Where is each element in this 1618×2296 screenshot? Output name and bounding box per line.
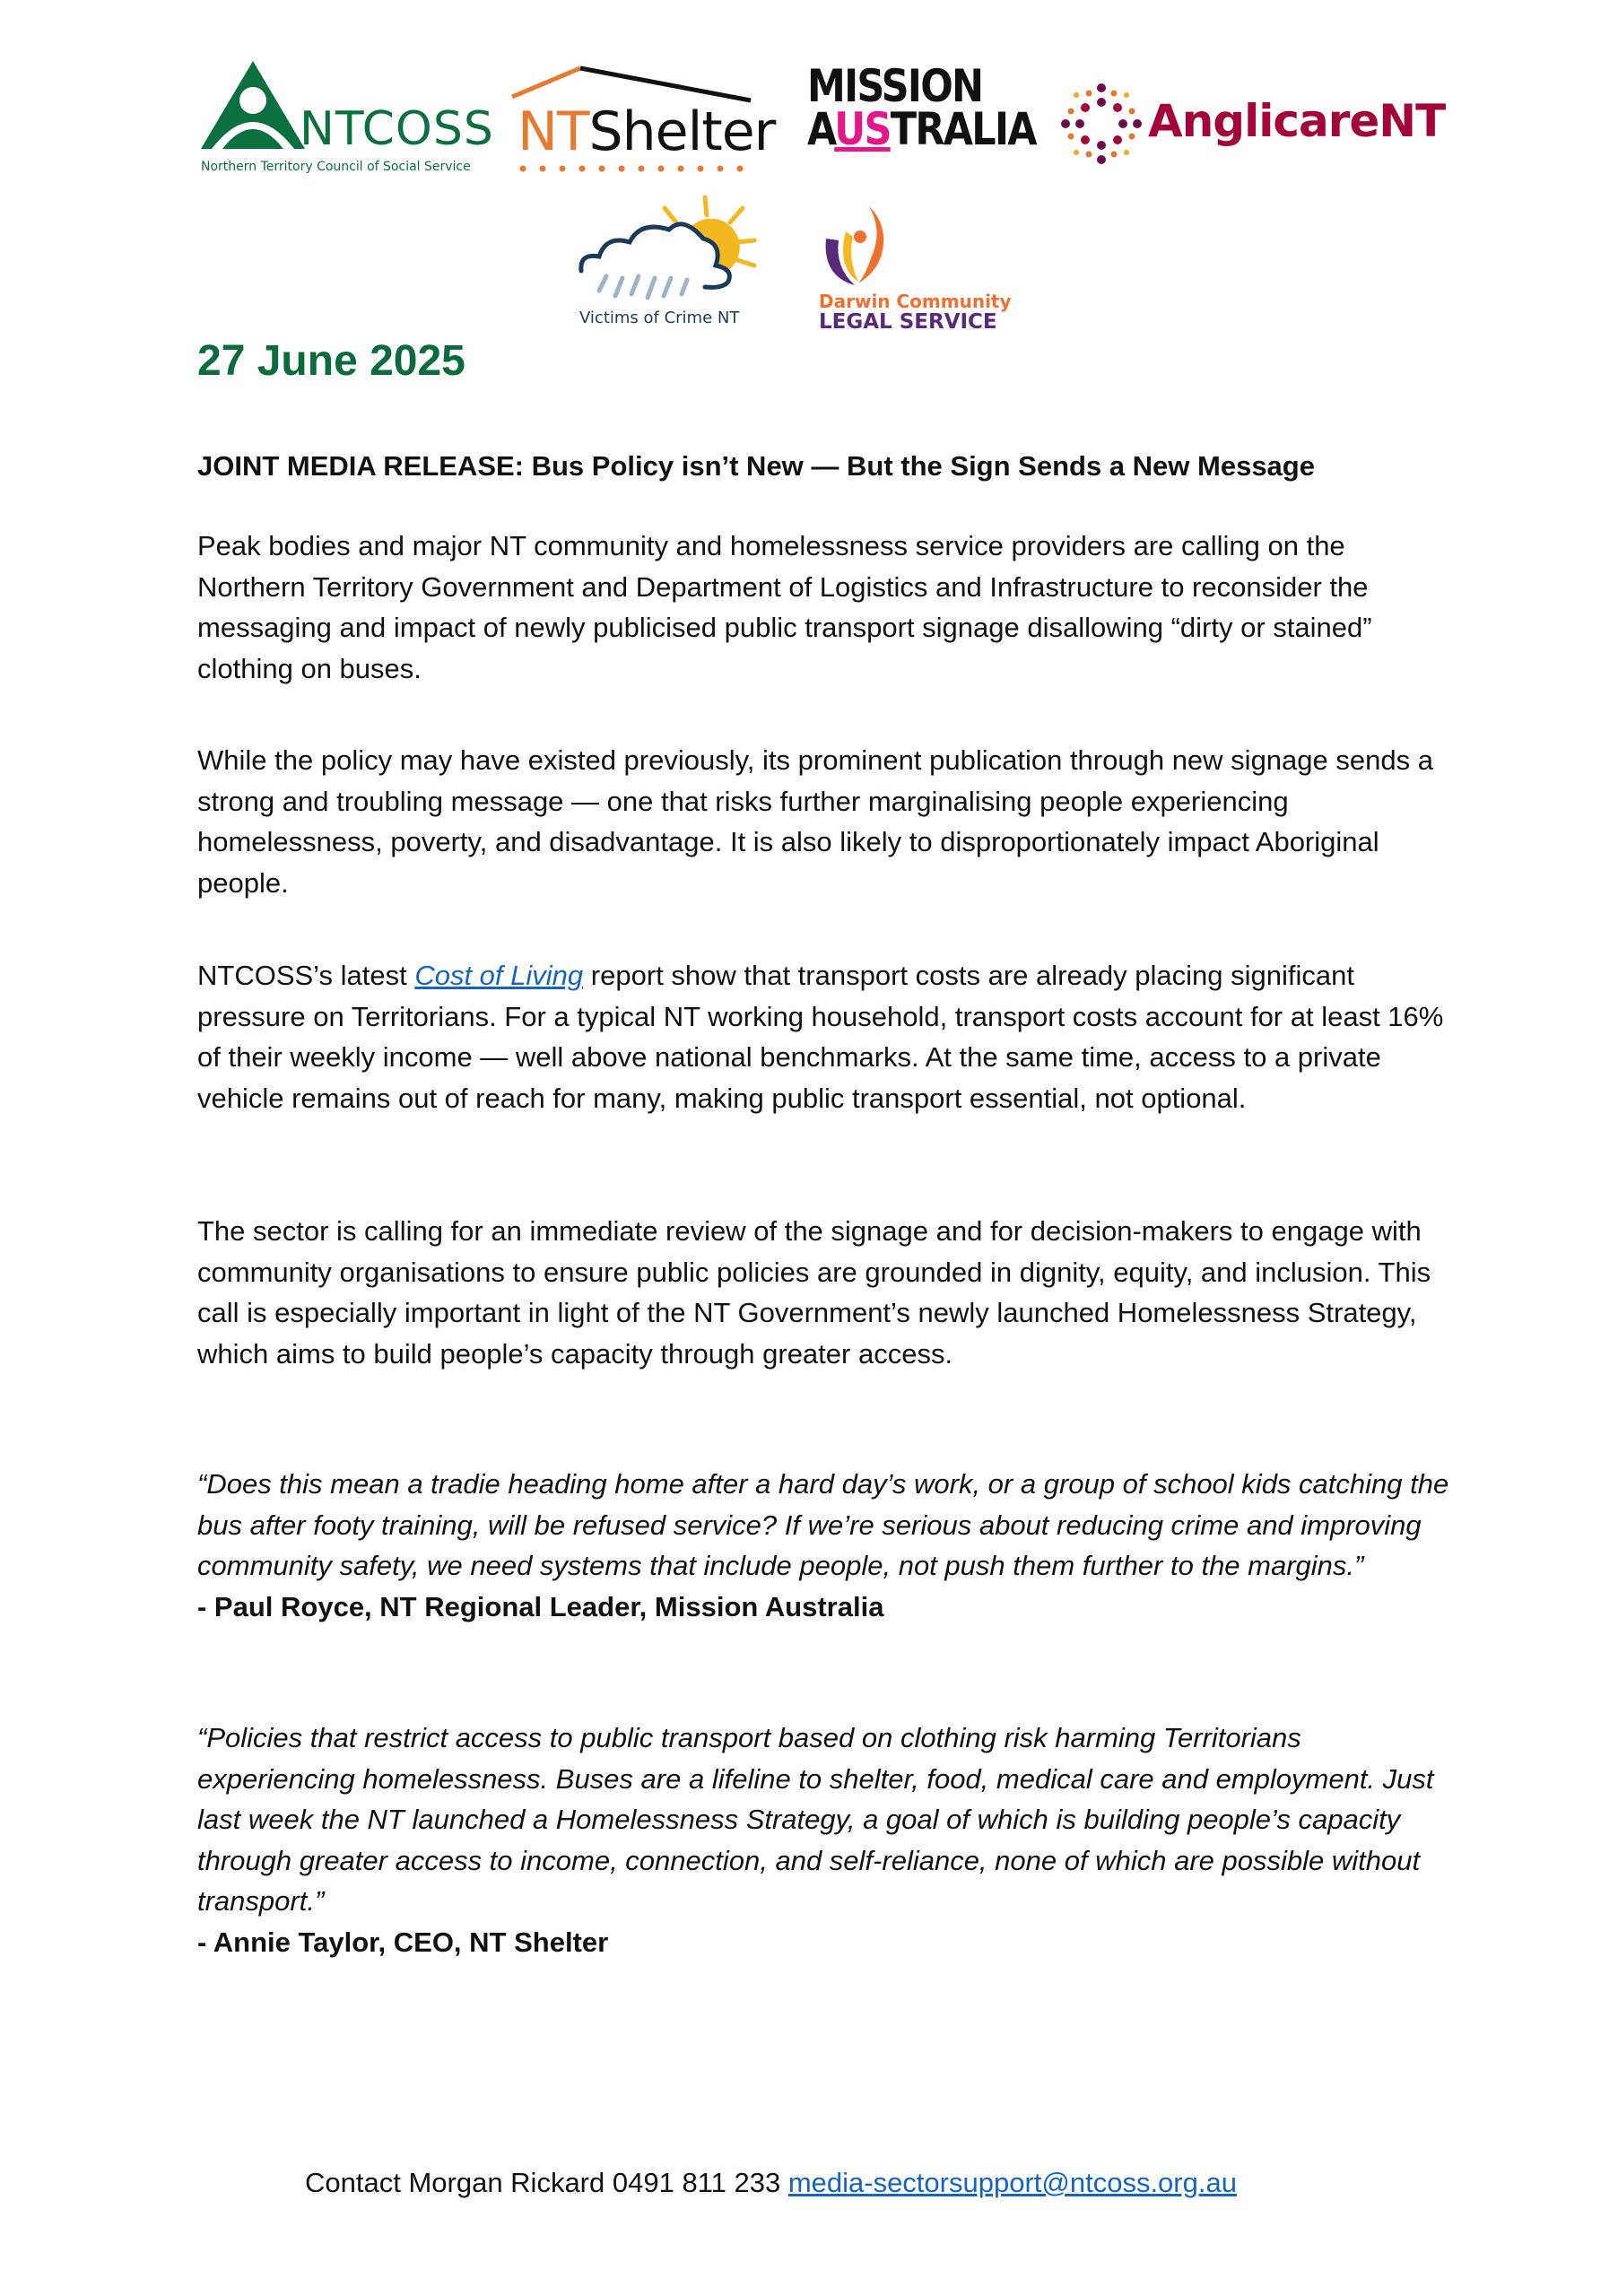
quote-text: “Policies that restrict access to public transport based on clothing risk harming Territorians experiencing homelessness. Buses are a lifeline to shelter, food, medical care and employment. Just last week the NT launched a Homelessness Strategy, a goal of which is building people’s capacity through greater access to income, connection, and self-reliance, none of which are possible without transport.” — [197, 1722, 1434, 1917]
contact-line — [305, 2167, 1237, 2199]
dcls-figure-icon — [819, 204, 891, 291]
ntcoss-subtitle: Northern Territory Council of Social Service — [201, 160, 471, 174]
anglicare-dots-icon — [1058, 81, 1144, 167]
dcls-line-2: LEGAL SERVICE — [819, 310, 997, 334]
ntshelter-logo — [507, 63, 776, 175]
quote-attribution: - Annie Taylor, CEO, NT Shelter — [197, 1926, 609, 1958]
anglicare-nt-logo — [1058, 79, 1446, 169]
ntshelter-wordmark: NTShelter — [518, 100, 776, 163]
mission-australia-logo — [807, 60, 1040, 163]
contact-email-link[interactable]: media-sectorsupport@ntcoss.org.au — [787, 2167, 1237, 2198]
quote-attribution: - Paul Royce, NT Regional Leader, Mission Australia — [197, 1590, 884, 1622]
ntcoss-wordmark: NTCOSS — [300, 102, 494, 156]
quote-text: “Does this mean a tradie heading home after a hard day’s work, or a group of school kids catching the bus after footy training, will be refused service? If we’re serious about reducing crime and improving community safety, we need systems that include people, not push them further to the margins.” — [197, 1468, 1449, 1581]
sun-cloud-rain-icon — [570, 188, 759, 305]
mission-line-1: MISSION — [807, 60, 983, 112]
paragraph-4: The sector is calling for an immediate review of the signage and for decision-makers to engage with community organisations to ensure public policies are grounded in dignity, equity, and inclusion. This call is especially important in light of the NT Government’s newly launched Homelessness Strategy, which aims to build people’s capacity through greater access. — [197, 1215, 1431, 1370]
paragraph-1: Peak bodies and major NT community and homelessness service providers are calling on the Northern Territory Government and Department of Logistics and Infrastructure to reconsider the messaging and impact of newly publicised public transport signage disallowing “dirty or stained” clothing on buses. — [197, 530, 1372, 684]
victims-of-crime-logo — [570, 188, 759, 332]
release-date: 27 June 2025 — [197, 337, 465, 385]
ntcoss-logo — [199, 59, 494, 176]
victims-wordmark: Victims of Crime NT — [579, 309, 740, 327]
anglicare-wordmark: AnglicareNT — [1148, 95, 1446, 147]
paragraph-2: While the policy may have existed previously, its prominent publication through new signage sends a strong and troubling message — one that risks further marginalising people experiencing homelessness, poverty, and disadvantage. It is also likely to disproportionately impact Aboriginal people. — [197, 744, 1433, 899]
ntcoss-triangle-icon — [199, 59, 307, 158]
quote-annie-taylor — [197, 1718, 1453, 1962]
contact-label: Contact Morgan Rickard 0491 811 233 — [305, 2167, 788, 2198]
headline: JOINT MEDIA RELEASE: Bus Policy isn’t New — But the Sign Sends a New Message — [197, 450, 1315, 482]
cost-of-living-link[interactable]: Cost of Living — [414, 960, 584, 991]
paragraph-3: NTCOSS’s latest Cost of Living report show that transport costs are already placing significant pressure on Territorians. For a typical NT working household, transport costs account for at least 16% of their weekly income — well above national benchmarks. At the same time, access to a private vehicle remains out of reach for many, making public transport essential, not optional. — [197, 960, 1444, 1114]
quote-paul-royce — [197, 1464, 1453, 1627]
mission-line-2: AUSTRALIA — [807, 103, 1036, 155]
darwin-community-legal-service-logo — [812, 204, 1012, 337]
dcls-line-1: Darwin Community — [819, 291, 1012, 312]
